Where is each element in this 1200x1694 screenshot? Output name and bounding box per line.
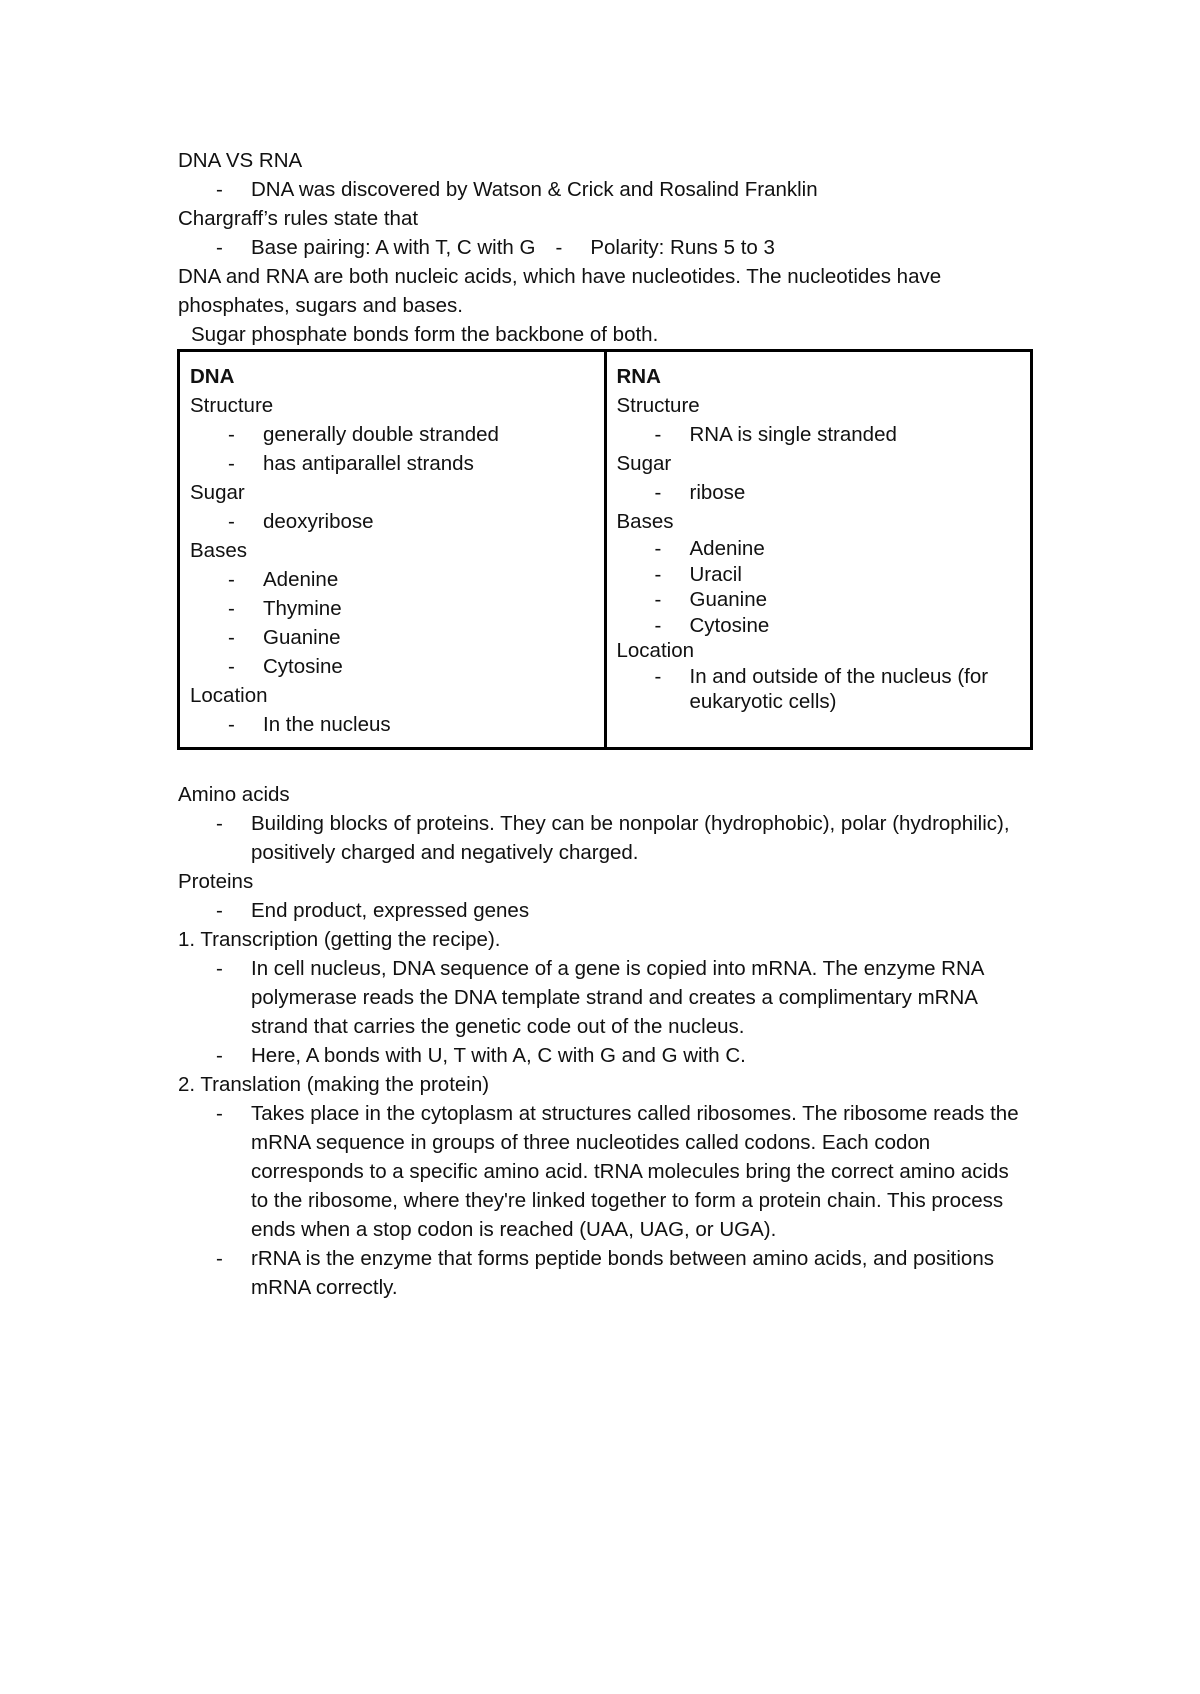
section-heading: Chargraff’s rules state that [178, 207, 419, 230]
category-label: Location [616, 639, 695, 662]
list-item: - RNA is single stranded [654, 423, 897, 446]
paragraph-line: phosphates, sugars and bases. [178, 294, 463, 317]
list-item: - In cell nucleus, DNA sequence of a gene is copied into mRNA. The enzyme RNA polymerase reads the DNA template strand and creates a complimentary mRNA strand that carries the genetic code out of the nucleus. [216, 957, 984, 1038]
list-item: - End product, expressed genes [216, 899, 530, 922]
document-page [178, 146, 1030, 1302]
list-item: - rRNA is the enzyme that forms peptide bonds between amino acids, and positions mRNA correctly. [216, 1247, 994, 1299]
category-label: Bases [190, 539, 247, 562]
category-label: Bases [616, 510, 674, 533]
column-heading: DNA [190, 365, 235, 388]
comparison-table [177, 349, 1033, 750]
category-label: Structure [616, 394, 700, 417]
page-title: DNA VS RNA [178, 149, 303, 172]
category-label: Sugar [616, 452, 672, 475]
section-heading: 2. Translation (making the protein) [178, 1073, 490, 1096]
list-item: - DNA was discovered by Watson & Crick and Rosalind Franklin [216, 178, 818, 201]
category-label: Location [190, 684, 268, 707]
section-heading: Proteins [178, 870, 254, 893]
list-item: - Adenine [654, 537, 765, 560]
table-row [179, 351, 1032, 749]
category-label: Sugar [190, 481, 245, 504]
list-item: - ribose [654, 481, 746, 504]
list-item: - Cytosine [228, 655, 343, 678]
paragraph-line: DNA and RNA are both nucleic acids, which have nucleotides. The nucleotides have [178, 265, 942, 288]
section-heading: Amino acids [178, 783, 290, 806]
list-item: - Thymine [228, 597, 342, 620]
list-item: - Guanine [654, 588, 768, 611]
section-heading: 1. Transcription (getting the recipe). [178, 928, 501, 951]
list-item: - Adenine [228, 568, 339, 591]
list-item: - Cytosine [654, 613, 770, 637]
rna-column [605, 351, 1032, 749]
list-item: - deoxyribose [228, 510, 374, 533]
list-item: - has antiparallel strands [228, 452, 474, 475]
list-item: - Takes place in the cytoplasm at structures called ribosomes. The ribosome reads the mRNA sequence in groups of three nucleotides called codons. Each codon corresponds to a specific amino acid. tRNA molecules bring the correct amino acids to the ribosome, where they're linked together to form a protein chain. This process ends when a stop codon is reached (UAA, UAG, or UGA). [216, 1102, 1019, 1241]
list-item: - In and outside of the nucleus (for eukaryotic cells) [654, 664, 989, 713]
list-item: - Here, A bonds with U, T with A, C with G and G with C. [216, 1044, 746, 1067]
column-heading: RNA [616, 365, 661, 388]
paragraph-line: Sugar phosphate bonds form the backbone of both. [191, 323, 659, 346]
dna-column [179, 351, 606, 749]
list-item: - Uracil [654, 562, 742, 586]
list-item: - In the nucleus [228, 713, 391, 736]
list-item: - Building blocks of proteins. They can be nonpolar (hydrophobic), polar (hydrophilic), positively charged and negatively charged. [216, 812, 1010, 864]
list-item: - Guanine [228, 626, 341, 649]
category-label: Structure [190, 394, 274, 417]
list-item: - generally double stranded [228, 423, 499, 446]
list-item: - Base pairing: A with T, C with G - Polarity: Runs 5 to 3 [216, 236, 775, 259]
